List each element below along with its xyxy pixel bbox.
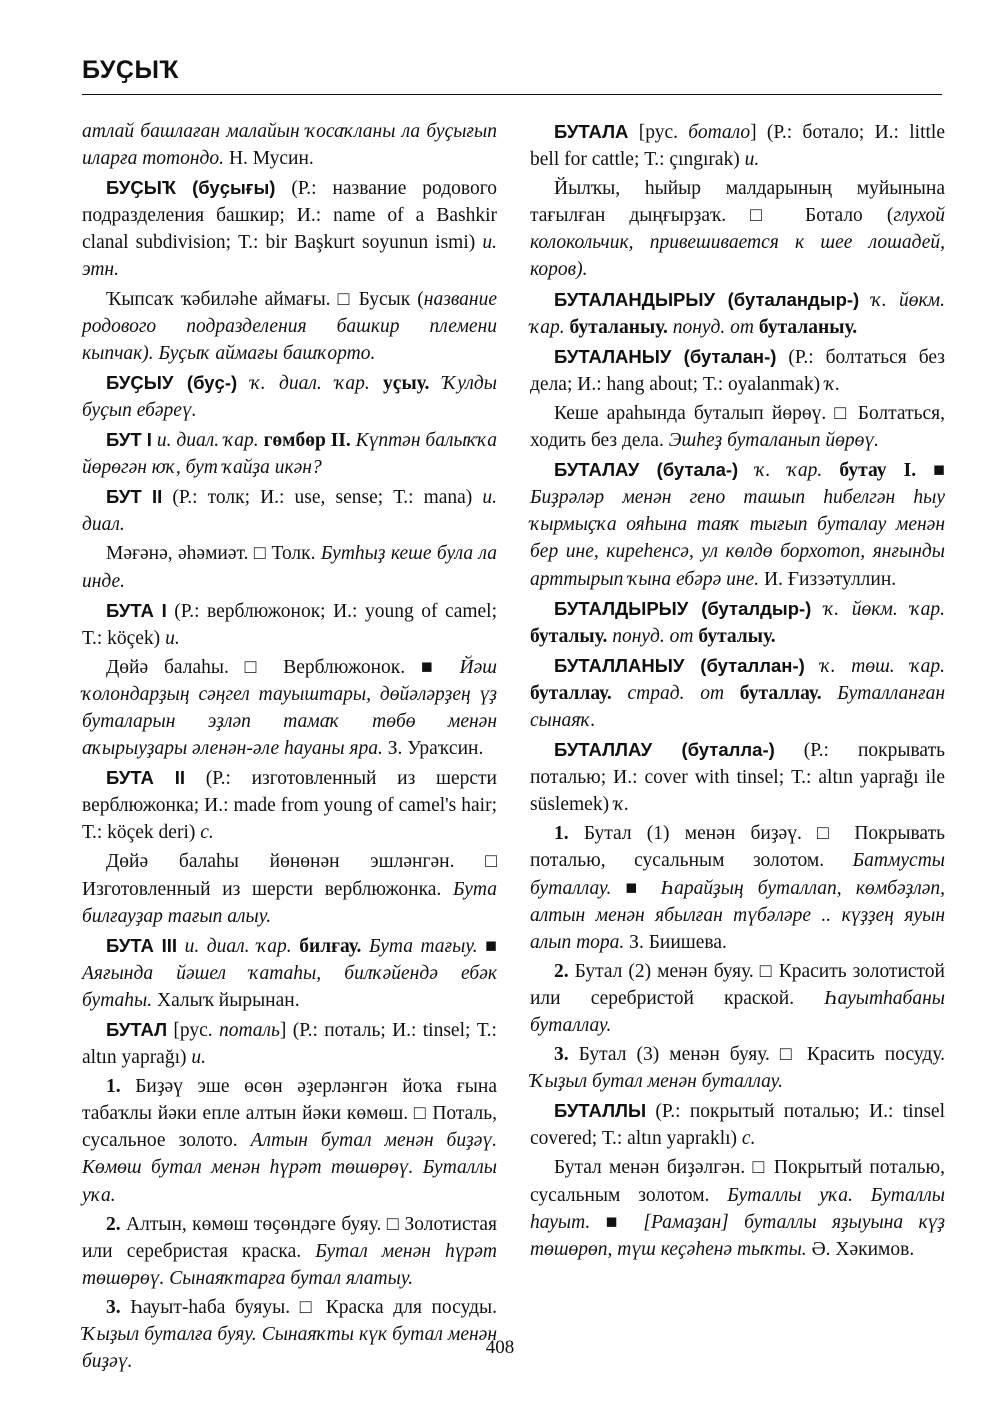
- entry-text: Бутал менән биҙәлгән. □ Покрытый поталью, сусальным золотом.: [530, 1157, 945, 1206]
- dictionary-entry: [530, 736, 945, 818]
- entry-text: буталлау.: [530, 682, 612, 704]
- entry-text: (Р.: покрывать поталью; И.: cover with tinsel; Т.: altın yaprağı ile süslemek): [530, 740, 945, 816]
- entry-text: ■: [611, 877, 661, 899]
- dictionary-entry: [530, 1097, 945, 1152]
- entry-text: Алтын бутал менән биҙәү. Көмөш бутал менән һүрәт төшөрөү. Буталлы уҡа.: [82, 1130, 497, 1206]
- dictionary-entry: [530, 652, 945, 734]
- entry-text: Кеше араһында буталып йөрөү. □ Болтаться, ходить без дела.: [530, 402, 945, 452]
- headword: БУТАЛАУ (бутала-): [554, 459, 739, 481]
- entry-text: З. Ураҡсин.: [382, 738, 484, 760]
- entry-text: 2.: [106, 1213, 121, 1235]
- entry-text: и. этн.: [82, 232, 497, 281]
- entry-text: Ҡулды буҫып ебәреү.: [82, 372, 498, 421]
- dictionary-entry: [82, 1211, 497, 1292]
- dictionary-entry: [82, 483, 497, 538]
- entry-text: (Р.: верблюжонок; И.: young of camel; Т.: köçek): [82, 600, 498, 649]
- entry-text: бутау I.: [839, 460, 917, 482]
- entry-text: билғау.: [299, 935, 362, 957]
- entry-text: [рус.: [628, 122, 689, 143]
- entry-text: ҡ. йөкм. ҡар.: [811, 598, 945, 620]
- dictionary-entry: [82, 286, 497, 367]
- dictionary-entry: [530, 1154, 945, 1262]
- headword: БУТА I: [106, 599, 167, 621]
- entry-text: Дөйә балаһы йөнөнән эшләнгән. □ Изготовленный из шерсти верблюжонка.: [82, 851, 497, 900]
- entry-text: Халыҡ йырынан.: [152, 989, 300, 1011]
- entry-text: ■: [916, 460, 946, 482]
- entry-text: ] (Р.: поталь; И.: tinsel; Т.: altın yaprağı): [82, 1020, 497, 1069]
- entry-text: (Р.: толк; И.: use, sense; Т.: mana): [162, 487, 483, 509]
- entry-text: Дөйә балаһы. □ Верблюжонок. ■: [106, 656, 460, 678]
- entry-text: [рус.: [167, 1020, 219, 1041]
- entry-text: Йылҡы, һыйыр малдарының муйынына тағылған дыңғырҙаҡ. □ Ботало (: [530, 178, 945, 227]
- dictionary-entry: [530, 1041, 945, 1095]
- entry-text: ҡ. диал. ҡар.: [237, 372, 384, 394]
- entry-text: Буталлы уҡа. Буталлы һауыт.: [530, 1184, 945, 1233]
- headword: БУТАЛ: [106, 1019, 168, 1040]
- entry-text: буталлау.: [739, 682, 822, 704]
- entry-text: ҡ. йөкм. ҡар.: [530, 289, 945, 338]
- dictionary-entry: [530, 286, 945, 341]
- entry-text: поталь: [218, 1020, 280, 1041]
- entry-text: (Р.: покрытый поталью; И.: tinsel covered; Т.: altın yapraklı): [530, 1101, 945, 1150]
- entry-text: и. диал.: [82, 487, 497, 536]
- dictionary-entry: [82, 540, 497, 594]
- entry-text: Бута тағыу.: [361, 935, 478, 957]
- dictionary-entry: [530, 456, 945, 592]
- entry-text: (Р.: изготовленный из шерсти верблюжонка; И.: made from young of camel's hair; Т.: köçek deri): [82, 768, 497, 844]
- headword: БУТ I: [106, 429, 152, 451]
- dictionary-entry: [82, 848, 497, 929]
- entry-text: Күптән балыҡҡа йөрөгән юҡ, бут ҡайҙа икән?: [82, 430, 497, 479]
- entry-text: Ҡыпсаҡ ҡәбиләһе аймағы. □ Бусык (: [106, 288, 424, 310]
- dictionary-entry: [82, 1294, 497, 1375]
- entry-text: ҡ.: [613, 794, 630, 816]
- entry-text: 1.: [106, 1076, 121, 1098]
- entry-text: понуд. от: [667, 316, 759, 338]
- entry-text: (Р.: болтаться без дела; И.: hang about; Т.: oyalanmak): [530, 346, 945, 395]
- entry-text: Һарайҙың буталлап, көмбәҙләп, алтын менән ябылған түбәләре .. күҙҙең яуын алып тора.: [530, 877, 945, 953]
- left-column: [82, 118, 497, 1377]
- dictionary-entry: [82, 118, 497, 172]
- entry-text: глухой колокольчик, привешивается к шее лошадей, коров).: [530, 205, 945, 281]
- entry-text: страд. от: [611, 682, 740, 704]
- headword: БУТАЛЛАУ (буталла-): [554, 739, 775, 761]
- entry-text: ] (Р.: ботало; И.: little bell for cattle; Т.: çıngırak): [530, 122, 945, 171]
- entry-text: 3.: [106, 1296, 121, 1318]
- entry-text: буталыу.: [698, 625, 776, 647]
- dictionary-entry: [82, 932, 497, 1014]
- entry-text: ■: [590, 1211, 644, 1233]
- headword: БУҪЫҠ (буҫығы): [106, 177, 276, 199]
- entry-text: буталаныу.: [758, 316, 858, 338]
- dictionary-entry: [82, 426, 497, 481]
- entry-text: ■: [477, 935, 497, 957]
- entry-text: ҡ. төш. ҡар.: [804, 655, 945, 677]
- dictionary-entry: [530, 958, 945, 1039]
- dictionary-entry: [530, 595, 945, 650]
- entry-text: Һауытһабаны буталлау.: [530, 987, 945, 1036]
- entry-text: И. Ғиззәтуллин.: [759, 568, 897, 590]
- entry-text: буталыу.: [530, 625, 608, 647]
- entry-text: Биҙрәләр менән гено ташып һибелгән һыу ҡырмыҫҡа ояһына таяҡ тығып буталау менән бер ине, киреһенсә, ул көлдө борхотоп, янғынды арттырып ҡына ебәрә ине.: [530, 487, 945, 590]
- headword: БУТА III: [106, 934, 178, 956]
- headword: БУТАЛАНЫУ (буталан-): [554, 345, 777, 367]
- entry-text: ҡ.: [824, 373, 841, 395]
- entry-text: и.: [165, 627, 180, 649]
- entry-text: Бутал (3) менән буяу. □ Красить посуду.: [568, 1044, 945, 1066]
- headword: БУТАЛЛЫ: [554, 1100, 647, 1122]
- entry-text: 2.: [554, 960, 569, 982]
- entry-text: с.: [200, 822, 214, 844]
- entry-text: с.: [741, 1128, 756, 1150]
- running-head: БУҪЫҠ: [82, 56, 179, 84]
- entry-text: Эшһеҙ буталанып йөрөү.: [668, 430, 879, 452]
- entry-text: Бутал (1) менән биҙәү. □ Покрывать поталью, сусальным золотом.: [530, 823, 945, 872]
- entry-text: и.: [744, 149, 760, 171]
- entry-text: Бутһыҙ кеше була ла инде.: [82, 543, 497, 592]
- entry-text: 1.: [554, 823, 569, 845]
- right-column: [530, 118, 945, 1265]
- dictionary-entry: [82, 764, 497, 846]
- entry-text: уҫыу.: [383, 372, 430, 394]
- page-number: 408: [485, 1337, 515, 1358]
- entry-text: название родового подразделения башкир племени кыпчак). Буҫыҡ аймағы башҡорто.: [82, 288, 497, 364]
- entry-text: Биҙәү эше өсөн әҙерләнгән йоҡа ғына табаҡлы йәки епле алтын йәки көмөш. □ Поталь, сусальное золото.: [82, 1076, 497, 1152]
- entry-text: Бутал (2) менән буяу. □ Красить золотистой или серебристой краской.: [530, 960, 945, 1009]
- dictionary-entry: [82, 1073, 497, 1208]
- headword: БУТАЛДЫРЫУ (буталдыр-): [554, 597, 812, 619]
- entry-text: Ә. Хәкимов.: [806, 1238, 915, 1260]
- entry-text: Батмусты буталлау.: [530, 850, 945, 899]
- entry-text: Бута билғауҙар тағып алыу.: [82, 878, 497, 927]
- entry-text: З. Биишева.: [624, 931, 727, 953]
- dictionary-entry: [82, 369, 497, 424]
- entry-text: Алтын, көмөш төҫөндәге буяу. □ Золотистая или серебристая краска.: [82, 1213, 497, 1262]
- dictionary-entry: [82, 174, 497, 283]
- entry-text: (Р.: название родового подразделения башкир; И.: name of a Bashkir clanal subdivision; Т.: bir Başkurt soyunun ismi): [82, 178, 497, 254]
- dictionary-entry: [530, 175, 945, 283]
- entry-text: Бутал менән һүрәт төшөрөү. Сынаяҡтарға бутал ялатыу.: [82, 1240, 497, 1289]
- dictionary-entry: [82, 597, 497, 652]
- entry-text: буталаныу.: [569, 316, 668, 338]
- dictionary-entry: [530, 343, 945, 398]
- dictionary-entry: [82, 1016, 497, 1071]
- entry-text: Ҡыҙыл буталға буяу. Сынаяҡты күк бутал менән биҙәү.: [82, 1324, 497, 1373]
- entry-text: Һауыт-һаба буяуы. □ Краска для посуды.: [120, 1296, 497, 1318]
- dictionary-entry: [82, 654, 497, 762]
- entry-text: ботало: [688, 122, 751, 143]
- headword: БУҪЫУ (буҫ-): [106, 371, 238, 393]
- headword: БУТАЛЛАНЫУ (буталлан-): [554, 654, 805, 676]
- headword: БУТ II: [106, 486, 163, 508]
- dictionary-entry: [530, 400, 945, 454]
- entry-text: понуд. от: [607, 625, 699, 647]
- entry-text: и.: [191, 1047, 206, 1069]
- entry-text: Буталланған сынаяҡ.: [530, 682, 945, 731]
- entry-text: 3.: [554, 1044, 569, 1066]
- entry-text: Ҡыҙыл бутал менән буталлау.: [530, 1071, 783, 1093]
- entry-text: и. диал. ҡар.: [151, 430, 264, 452]
- entry-text: Мәғәнә, әһәмиәт. □ Толк.: [106, 543, 321, 565]
- entry-text: Аяғында йәшел ҡатаһы, билҡәйендә ебәк бутаһы.: [82, 962, 497, 1011]
- entry-text: и. диал. ҡар.: [177, 935, 300, 957]
- header-rule: [82, 94, 942, 95]
- entry-text: атлай башлаған малайын ҡосаҡланы ла буҫығып иларға тотондо.: [82, 121, 497, 170]
- headword: БУТАЛА: [554, 121, 629, 142]
- dictionary-entry: [530, 118, 945, 173]
- dictionary-entry: [530, 820, 945, 955]
- entry-text: Н. Мусин.: [224, 148, 314, 170]
- entry-text: ҡ. ҡар.: [738, 460, 840, 482]
- entry-text: гөмбөр II.: [263, 430, 351, 452]
- headword: БУТАЛАНДЫРЫУ (буталандыр-): [554, 288, 860, 310]
- headword: БУТА II: [106, 767, 186, 789]
- entry-text: Йәш ҡолондарҙың сәңгел тауыштары, дөйәләрҙең үҙ буталарын эҙләп тамаҡ төбө менән аҡырыуҙары әленән-әле һауаны яра.: [82, 656, 497, 760]
- entry-text: [Рамаҙан] буталлы яҙыуына күҙ төшөрөп, түш кеҫәһенә тыҡты.: [530, 1211, 946, 1260]
